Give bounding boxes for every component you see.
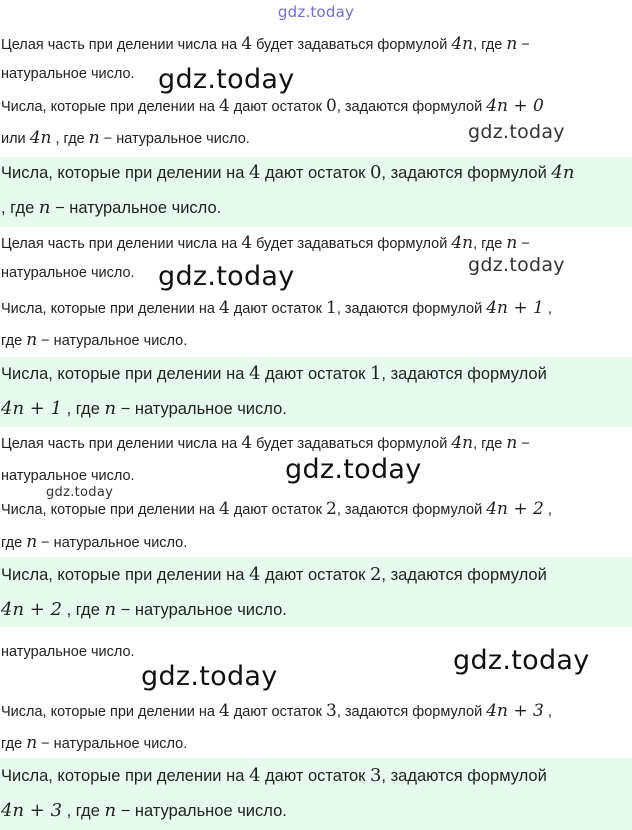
text-line: 4n + 1 , где n − натуральное число. bbox=[1, 398, 287, 419]
watermark: gdz.today bbox=[141, 661, 278, 692]
watermark: gdz.today bbox=[158, 261, 295, 292]
text-line: натуральное число. bbox=[1, 468, 135, 484]
watermark: gdz.today bbox=[158, 64, 295, 95]
text-line: 4n + 3 , где n − натуральное число. bbox=[1, 800, 287, 821]
answer-block-4 bbox=[0, 758, 632, 830]
answer-block-1 bbox=[0, 157, 632, 227]
text-line: Числа, которые при делении на 4 дают остаток 1, задаются формулой 4n + 1 , bbox=[1, 298, 552, 318]
watermark: gdz.today bbox=[46, 485, 114, 500]
text-block-6 bbox=[0, 494, 632, 556]
text-line: Целая часть при делении числа на 4 будет задаваться формулой 4n, где n − bbox=[1, 433, 530, 453]
watermark: gdz.today bbox=[468, 254, 565, 276]
text-line: Числа, которые при делении на 4 дают остаток 0, задаются формулой 4n bbox=[1, 162, 575, 183]
watermark: gdz.today bbox=[453, 645, 590, 676]
text-line: Числа, которые при делении на 4 дают остаток 3, задаются формулой 4n + 3 , bbox=[1, 701, 552, 721]
text-line: Числа, которые при делении на 4 дают остаток 1, задаются формулой bbox=[1, 363, 547, 384]
text-line: натуральное число. bbox=[1, 265, 135, 281]
text-line: Целая часть при делении числа на 4 будет задаваться формулой 4n, где n − bbox=[1, 233, 530, 253]
text-block-4 bbox=[0, 294, 632, 356]
text-line: где n − натуральное число. bbox=[1, 330, 188, 350]
text-line: Числа, которые при делении на 4 дают остаток 3, задаются формулой bbox=[1, 765, 547, 786]
text-line: Числа, которые при делении на 4 дают остаток 2, задаются формулой bbox=[1, 564, 547, 585]
watermark: gdz.today bbox=[468, 121, 565, 143]
text-line: Числа, которые при делении на 4 дают остаток 0, задаются формулой 4n + 0 bbox=[1, 96, 544, 116]
text-line: натуральное число. bbox=[1, 644, 135, 660]
text-line: , где n − натуральное число. bbox=[1, 197, 222, 218]
answer-block-2 bbox=[0, 357, 632, 427]
text-block-8 bbox=[0, 694, 632, 758]
top-watermark: gdz.today bbox=[277, 3, 355, 21]
text-line: где n − натуральное число. bbox=[1, 532, 188, 552]
answer-block-3 bbox=[0, 557, 632, 627]
text-line: Числа, которые при делении на 4 дают остаток 2, задаются формулой 4n + 2 , bbox=[1, 499, 552, 519]
text-block-1 bbox=[0, 30, 632, 94]
text-line: натуральное число. bbox=[1, 66, 135, 82]
watermark: gdz.today bbox=[285, 454, 422, 485]
text-line: или 4n , где n − натуральное число. bbox=[1, 128, 250, 148]
text-line: Целая часть при делении числа на 4 будет задаваться формулой 4n, где n − bbox=[1, 34, 530, 54]
text-line: где n − натуральное число. bbox=[1, 733, 188, 753]
text-line: 4n + 2 , где n − натуральное число. bbox=[1, 599, 287, 620]
